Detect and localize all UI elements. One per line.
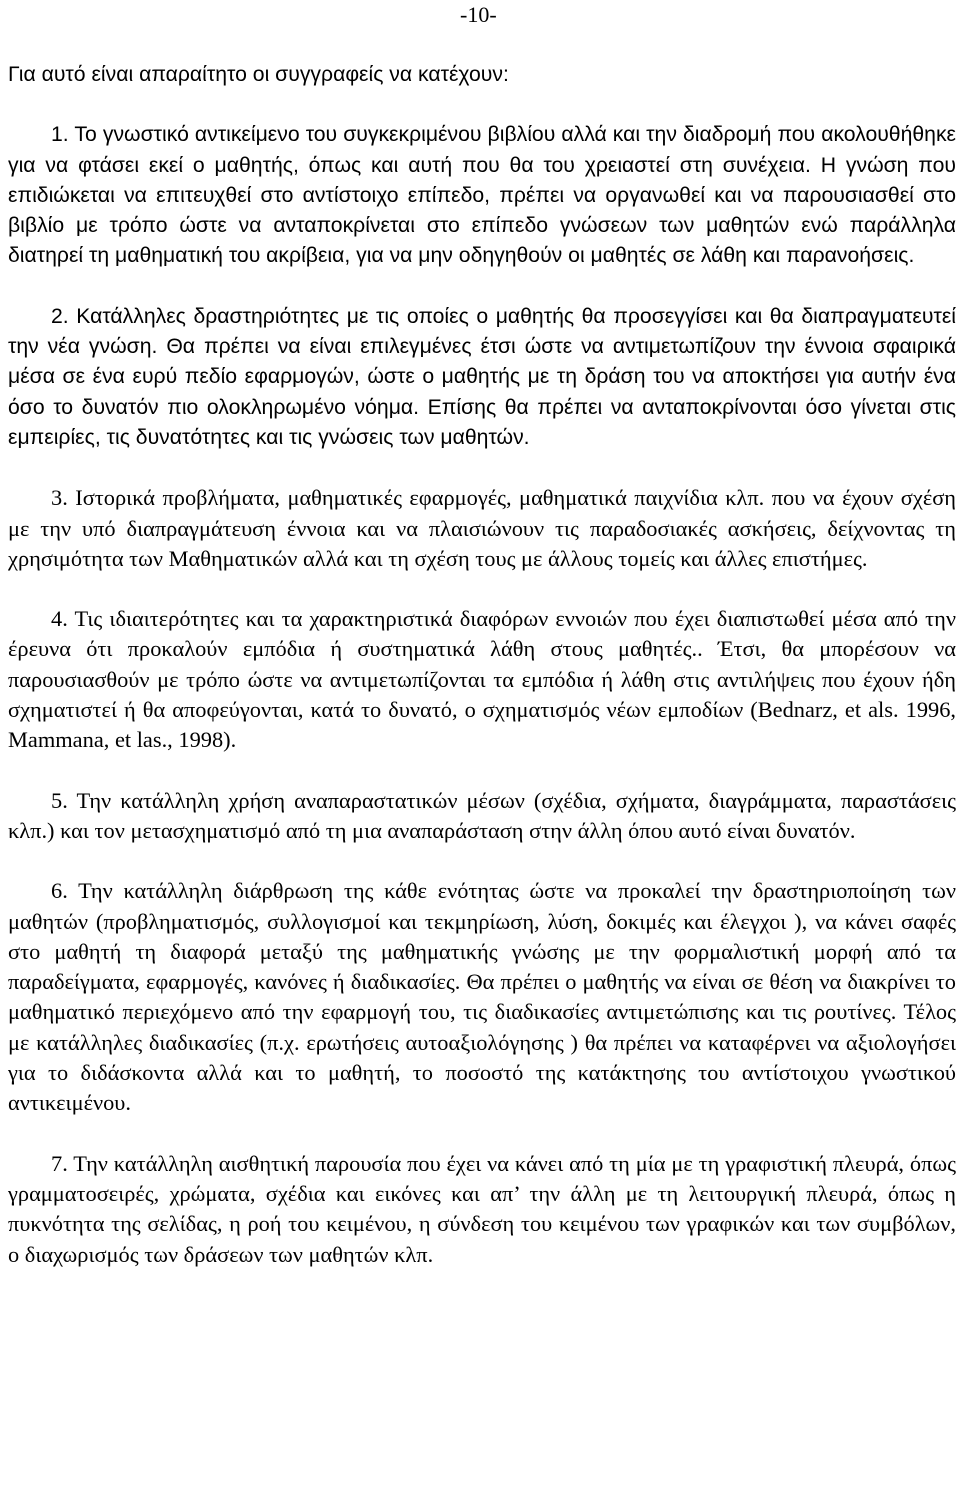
list-item-3 (8, 483, 956, 574)
list-item-4 (8, 604, 956, 755)
document-body (8, 60, 956, 1300)
list-item-text: Την κατάλληλη διάρθρωση της κάθε ενότητας ώστε να προκαλεί την δραστηριοποίηση των μαθητών (προβληματισμός, συλλογισμοί και τεκμηρίωση, λύση, δοκιμές και έλεγχοι ), να κάνει σαφές στο μαθητή τη διαφορά μεταξύ της μαθηματικής γνώσης με την φορμαλιστική μορφή από τα παραδείγματα, εφαρμογές, κανόνες ή διαδικασίες. Θα πρέπει ο μαθητής να είναι σε θέση να διακρίνει το μαθηματικό περιεχόμενο από την εφαρμογή του, τις διαδικασίες αντιμετώπισης και τις ρουτίνες. Τέλος με κατάλληλες διαδικασίες (π.χ. ερωτήσεις αυτοαξιολόγησης ) θα πρέπει να καταφέρνει να αξιολογήσει για το διδάσκοντα αλλά και το μαθητή, το ποσοστό της κατάκτησης του αντίστοιχου γνωστικού αντικειμένου. (8, 878, 956, 1116)
page-number: -10- (460, 2, 497, 27)
list-item-text: Την κατάλληλη αισθητική παρουσία που έχει να κάνει από τη μία με τη γραφιστική πλευρά, όπως γραμματοσειρές, χρώματα, σχέδια και εικόνες και απ’ την άλλη με τη λειτουργική πλευρά, όπως η πυκνότητα της σελίδας, η ροή του κειμένου, η σύνδεση του κειμένου των γραφικών και των συμβόλων, ο διαχωρισμός των δράσεων των μαθητών κλπ. (8, 1150, 956, 1267)
list-item-6 (8, 876, 956, 1118)
list-item-text: Τις ιδιαιτερότητες και τα χαρακτηριστικά διαφόρων εννοιών που έχει διαπιστωθεί μέσα από την έρευνα ότι προκαλούν εμπόδια ή συστηματικά λάθη στους μαθητές.. Έτσι, θα μπορέσουν να παρουσιασθούν με τρόπο ώστε να αντιμετωπίζονται τα εμπόδια ή λάθη στις αντιλήψεις που έχουν ήδη σχηματιστεί ή θα αποφεύγονται, κατά το δυνατό, ο σχηματισμός νέων εμποδίων (Bednarz, et als. 1996, Mammana, et las., 1998). (8, 606, 956, 753)
list-item-text: Την κατάλληλη χρήση αναπαραστατικών μέσων (σχέδια, σχήματα, διαγράμματα, παραστάσεις κλπ.) και τον μετασχηματισμό από τη μια αναπαράσταση στην άλλη όπου αυτό είναι δυνατόν. (8, 787, 956, 843)
list-number: 2. (51, 304, 69, 328)
list-item-1 (8, 120, 956, 271)
list-item-text: Ιστορικά προβλήματα, μαθηματικές εφαρμογές, μαθηματικά παιχνίδια κλπ. που να έχουν σχέση με την υπό διαπραγμάτευση έννοια και να πλαισιώνουν τις παραδοσιακές ασκήσεις, δείχνοντας τη χρησιμότητα των Μαθηματικών αλλά και τη σχέση τους με άλλους τομείς και άλλες επιστήμες. (8, 485, 956, 571)
list-number: 1. (51, 123, 69, 147)
list-number: 7. (51, 1150, 68, 1176)
list-item-text: Το γνωστικό αντικείμενο του συγκεκριμένου βιβλίου αλλά και την διαδρομή που ακολουθήθηκε για να φτάσει εκεί ο μαθητής, όπως και αυτή που θα του χρειαστεί στη συνέχεια. Η γνώση που επιδιώκεται να επιτευχθεί στο αντίστοιχο επίπεδο, πρέπει να οργανωθεί και να παρουσιασθεί στο βιβλίο με τρόπο ώστε να ανταποκρίνεται στο επίπεδο γνώσεων των μαθητών ενώ παράλληλα διατηρεί τη μαθηματική του ακρίβεια, για να μην οδηγηθούν οι μαθητές σε λάθη και παρανοήσεις. (8, 123, 956, 268)
list-number: 3. (51, 485, 68, 511)
list-item-7 (8, 1149, 956, 1270)
list-item-5 (8, 786, 956, 847)
list-number: 6. (51, 878, 68, 904)
list-item-2 (8, 302, 956, 453)
intro-paragraph: Για αυτό είναι απαραίτητο οι συγγραφείς να κατέχουν: (8, 63, 509, 86)
list-number: 5. (51, 787, 68, 813)
list-number: 4. (51, 606, 68, 632)
list-item-text: Κατάλληλες δραστηριότητες με τις οποίες ο μαθητής θα προσεγγίσει και θα διαπραγματευτεί την νέα γνώση. Θα πρέπει να είναι επιλεγμένες έτσι ώστε να αντιμετωπίζουν την έννοια σφαιρικά μέσα σε ένα ευρύ πεδίο εφαρμογών, ώστε ο μαθητής με τη δράση του να αποκτήσει για αυτήν ένα όσο το δυνατόν πιο ολοκληρωμένο νόημα. Επίσης θα πρέπει να ανταποκρίνονται όσο γίνεται στις εμπειρίες, τις δυνατότητες και τις γνώσεις των μαθητών. (8, 304, 956, 449)
